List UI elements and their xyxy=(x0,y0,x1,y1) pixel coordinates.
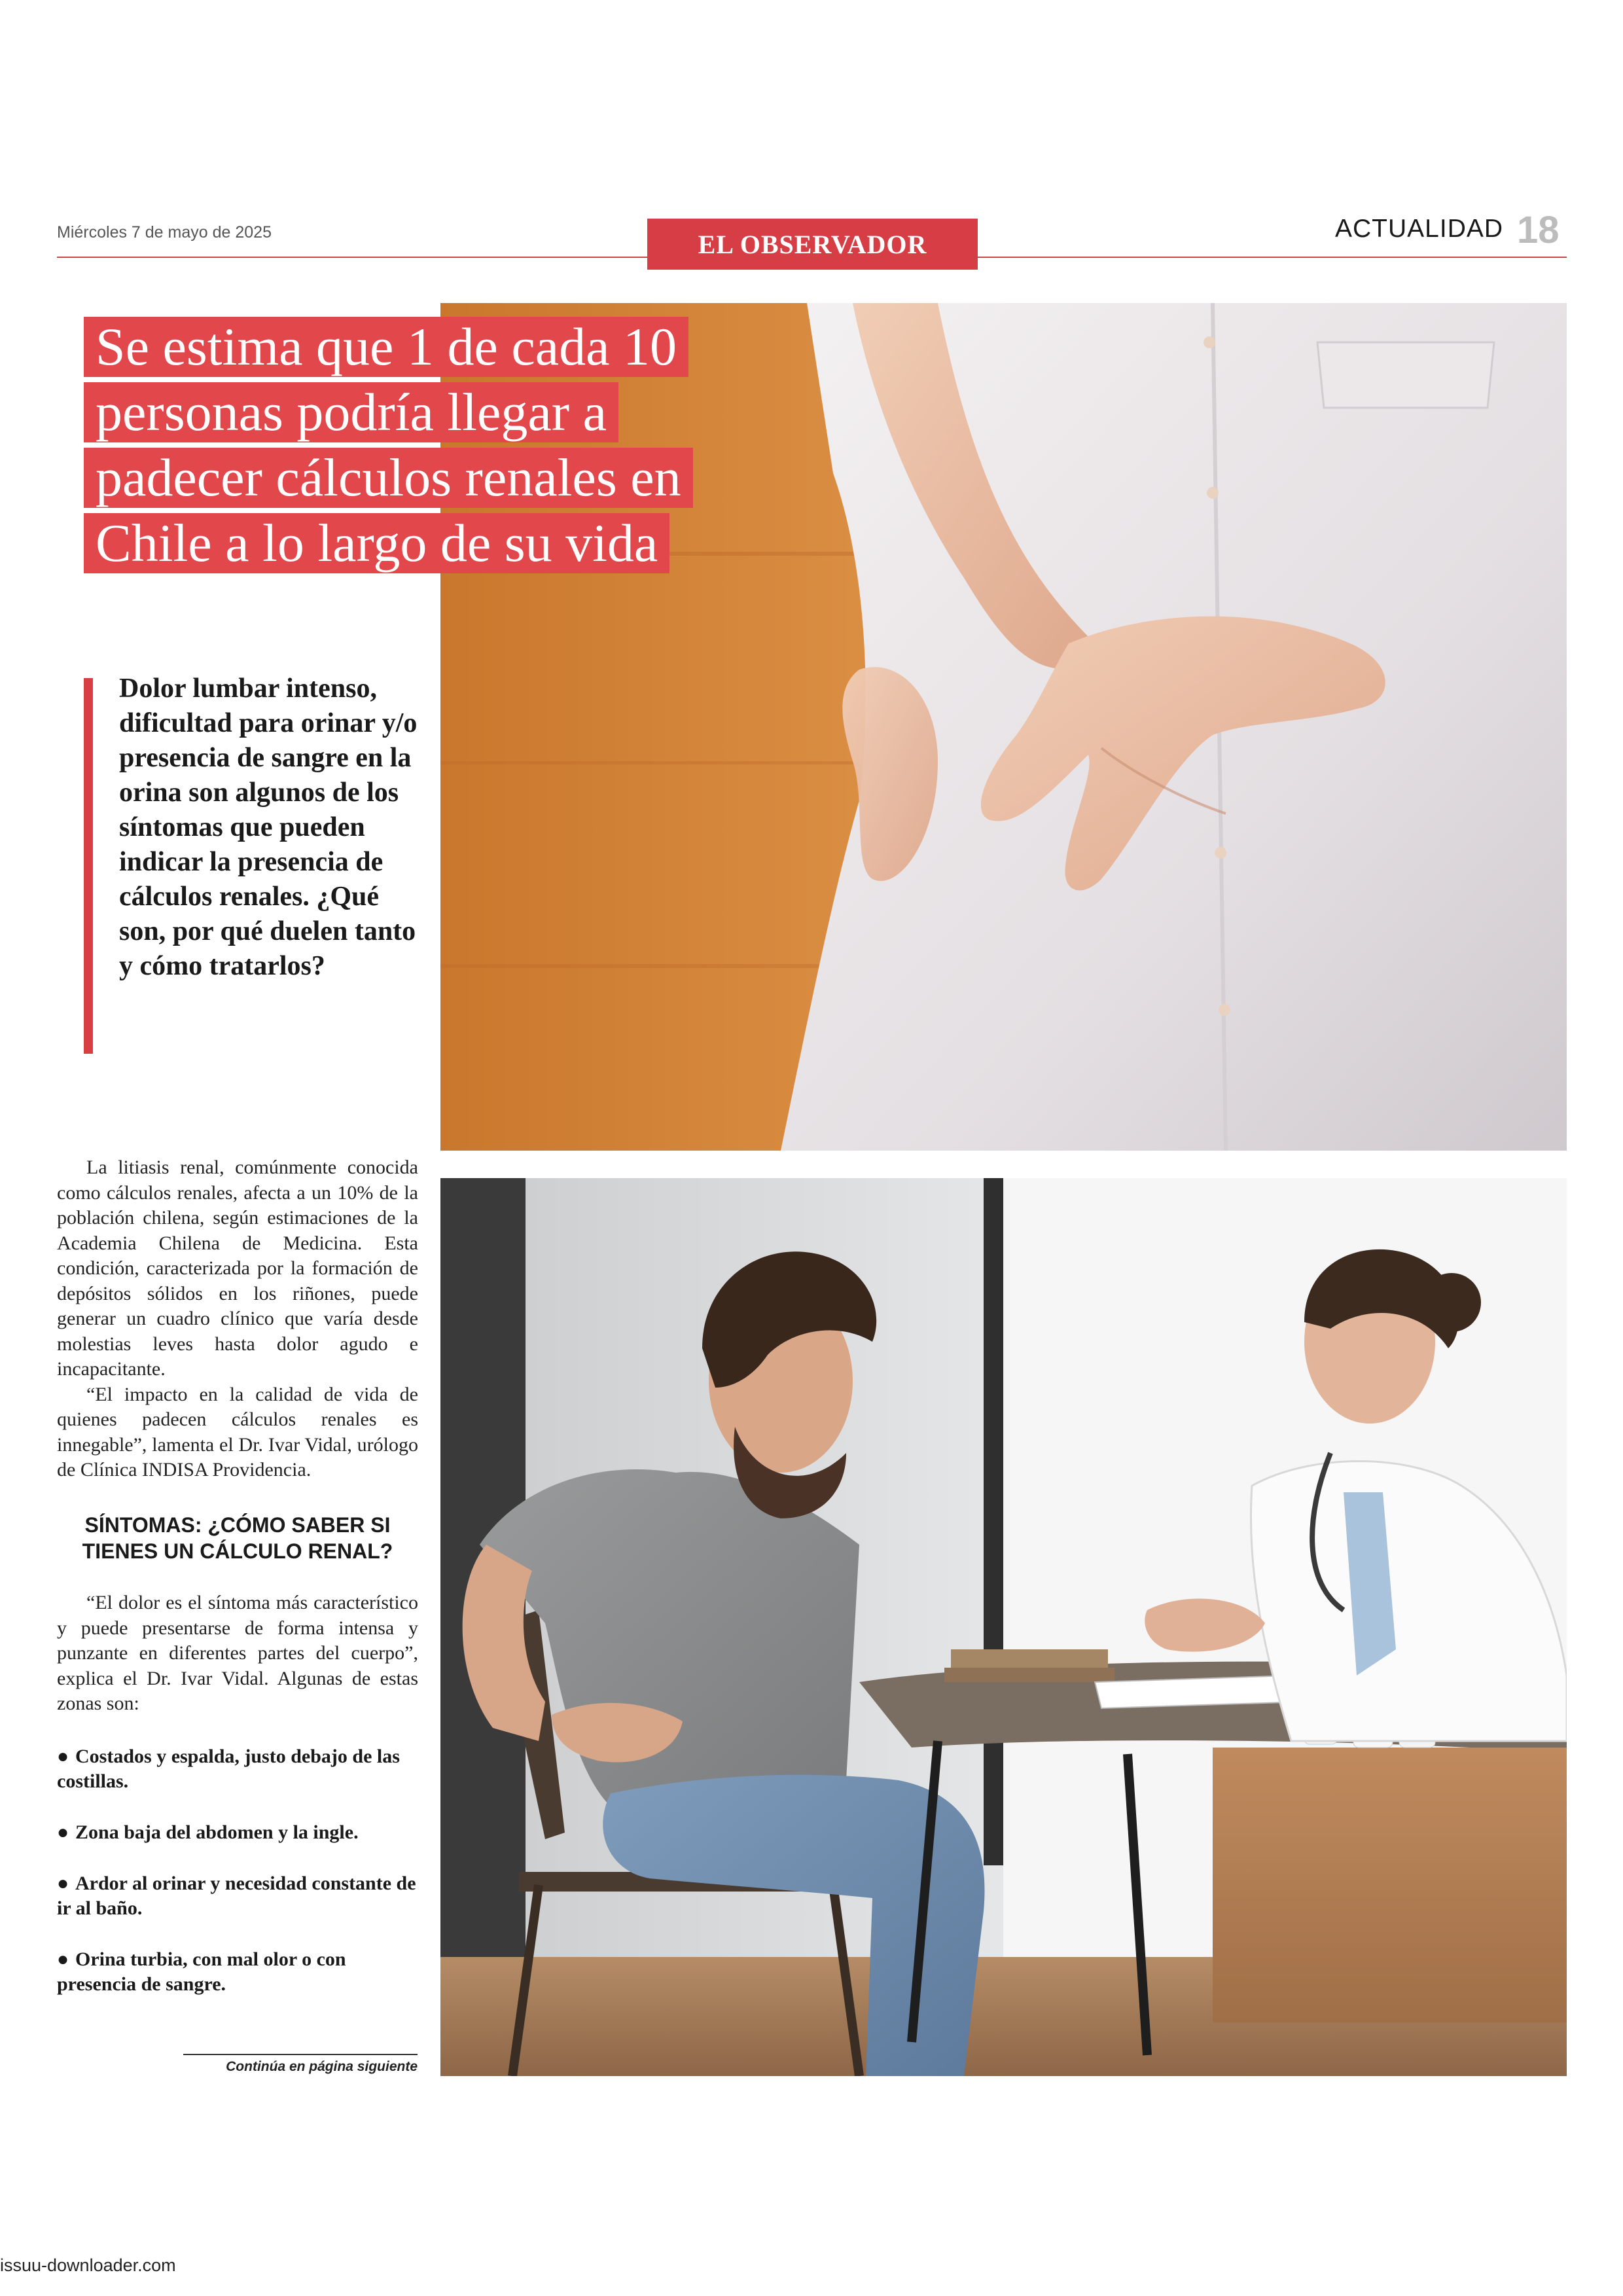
article-body-symptoms xyxy=(57,1590,418,1717)
continues-rule xyxy=(183,2054,418,2055)
section-subhead: SÍNTOMAS: ¿CÓMO SABER SI TIENES UN CÁLCULO RENAL? xyxy=(82,1513,393,1563)
list-item: ● Zona baja del abdomen y la ingle. xyxy=(57,1820,418,1845)
body-paragraph: La litiasis renal, comúnmente conocida como cálculos renales, afecta a un 10% de la población chilena, según estimaciones de la Academia Chilena de Medicina. Esta condición, caracterizada por la formación de depósitos sólidos en los riñones, puede generar un cuadro clínico que varía desde molestias leves hasta dolor agudo e incapacitante. xyxy=(57,1157,418,1380)
photo-doctor-consultation xyxy=(440,1178,1567,2076)
page-number: 18 xyxy=(1517,209,1560,251)
deck-accent-bar xyxy=(84,678,93,1054)
bullet-icon: ● xyxy=(57,1746,69,1767)
list-item: ● Costados y espalda, justo debajo de las costillas. xyxy=(57,1746,400,1792)
symptom-list xyxy=(57,1744,418,2023)
issue-date: Miércoles 7 de mayo de 2025 xyxy=(57,223,272,242)
article-deck: Dolor lumbar intenso, dificultad para orinar y/o presencia de sangre en la orina son algunos de los síntomas que pueden indicar la presencia de cálculos renales. ¿Qué son, por qué duelen tanto y cómo tratarlos? xyxy=(119,673,418,981)
bullet-icon: ● xyxy=(57,1873,69,1894)
section-name: ACTUALIDAD xyxy=(1335,215,1504,243)
source-watermark: issuu-downloader.com xyxy=(0,2255,176,2275)
list-item: ● Orina turbia, con mal olor o con presencia de sangre. xyxy=(57,1948,346,1995)
headline-line-2: personas podría llegar a xyxy=(84,382,618,442)
body-paragraph: “El impacto en la calidad de vida de quienes padecen cálculos renales es innegable”, lamenta el Dr. Ivar Vidal, urólogo de Clínica INDISA Providencia. xyxy=(57,1383,418,1480)
bullet-icon: ● xyxy=(57,1821,69,1843)
headline-line-1: Se estima que 1 de cada 10 xyxy=(84,317,688,377)
headline-line-3: padecer cálculos renales en xyxy=(84,448,693,508)
article-body-intro xyxy=(57,1155,418,1483)
list-item: ● Ardor al orinar y necesidad constante de ir al baño. xyxy=(57,1873,416,1919)
body-paragraph: “El dolor es el síntoma más característico y puede presentarse de forma intensa y punzante en diferentes partes del cuerpo”, explica el Dr. Ivar Vidal. Algunas de estas zonas son: xyxy=(57,1592,418,1714)
bullet-icon: ● xyxy=(57,1948,69,1970)
headline xyxy=(84,317,738,579)
masthead-logo: EL OBSERVADOR xyxy=(647,219,978,270)
continues-note: Continúa en página siguiente xyxy=(226,2059,418,2074)
headline-line-4: Chile a lo largo de su vida xyxy=(84,513,669,573)
